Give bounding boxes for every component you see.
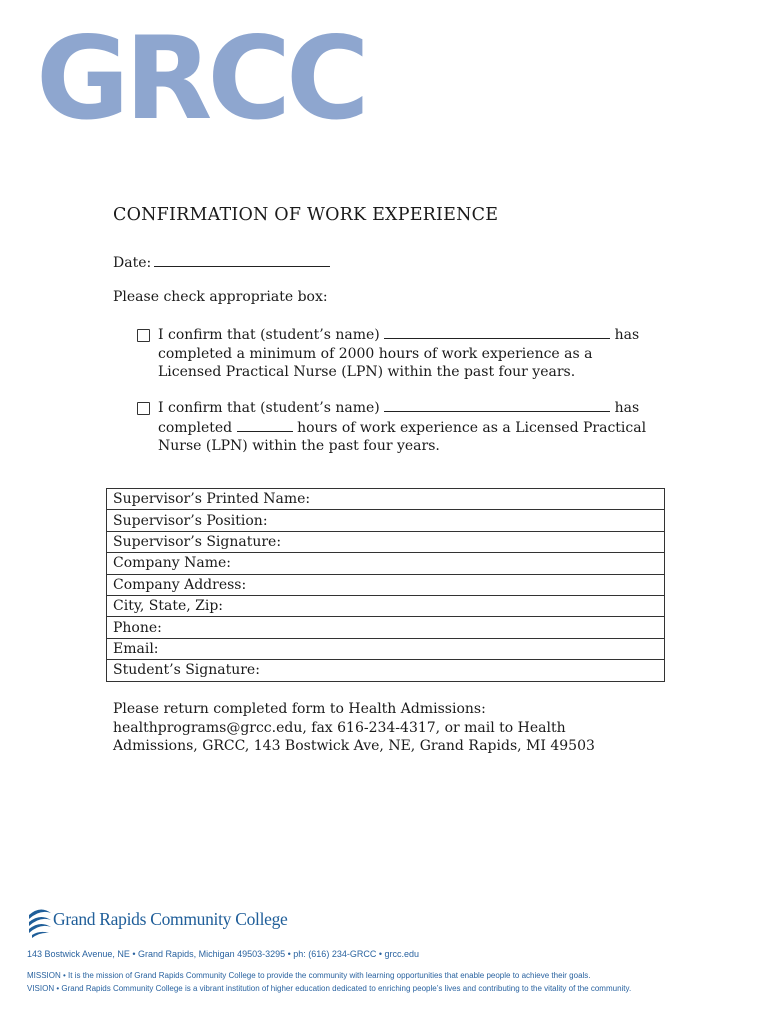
college-address: 143 Bostwick Avenue, NE • Grand Rapids, Michigan 49503-3295 • ph: (616) 234-GRCC • grcc.edu	[27, 949, 419, 959]
supervisor-info-table	[106, 488, 665, 682]
college-name: Grand Rapids Community College	[53, 909, 288, 929]
field-email[interactable]: Email:	[107, 638, 665, 659]
mission-statement: MISSION • It is the mission of Grand Rapids Community College to provide the community with learning opportunities that enable people to achieve their goals.	[27, 971, 591, 980]
option2-completed: completed	[158, 419, 233, 436]
option1-prefix: I confirm that (student’s name)	[158, 327, 380, 343]
checkbox-specific-hours[interactable]	[137, 402, 150, 415]
date-field[interactable]	[154, 252, 330, 267]
vision-statement: VISION • Grand Rapids Community College is a vibrant institution of higher education dedicated to enriching people’s lives and contributing to the vitality of the community.	[27, 984, 632, 993]
option1-suffix: has	[614, 327, 640, 343]
field-city-state-zip[interactable]: City, State, Zip:	[107, 595, 665, 616]
date-label: Date:	[113, 255, 152, 271]
check-instruction: Please check appropriate box:	[113, 289, 328, 305]
option1-rest: completed a minimum of 2000 hours of work experience as a Licensed Practical Nurse (LPN) within the past four years.	[158, 345, 593, 380]
date-row	[113, 252, 330, 271]
grcc-logo: GRCC	[36, 12, 365, 145]
return-instructions: Please return completed form to Health Admissions: healthprograms@grcc.edu, fax 616-234-4317, or mail to Health Admissions, GRCC, 143 Bostwick Ave, NE, Grand Rapids, MI 49503	[113, 701, 595, 755]
field-supervisor-position[interactable]: Supervisor’s Position:	[107, 510, 665, 531]
field-student-signature[interactable]: Student’s Signature:	[107, 660, 665, 681]
option-specific-hours	[137, 398, 658, 456]
student-name-field-1[interactable]	[384, 325, 610, 339]
field-company-name[interactable]: Company Name:	[107, 553, 665, 574]
field-company-address[interactable]: Company Address:	[107, 574, 665, 595]
option-minimum-hours	[137, 325, 658, 382]
field-supervisor-signature[interactable]: Supervisor’s Signature:	[107, 531, 665, 552]
checkbox-minimum-hours[interactable]	[137, 329, 150, 342]
hours-field[interactable]	[237, 418, 293, 432]
field-phone[interactable]: Phone:	[107, 617, 665, 638]
option2-prefix: I confirm that (student’s name)	[158, 400, 380, 416]
field-supervisor-printed-name[interactable]: Supervisor’s Printed Name:	[107, 489, 665, 510]
college-wave-logo-icon	[27, 905, 53, 939]
option2-rest: hours of work experience as a Licensed Practical Nurse (LPN) within the past four years.	[158, 419, 647, 454]
form-title: CONFIRMATION OF WORK EXPERIENCE	[113, 205, 499, 225]
option2-suffix: has	[614, 400, 640, 416]
student-name-field-2[interactable]	[384, 398, 610, 412]
